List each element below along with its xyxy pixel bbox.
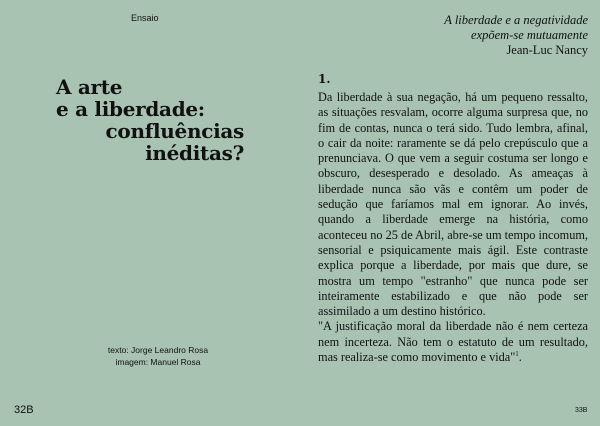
body-paragraph-2 xyxy=(318,319,588,365)
epigraph-line-2: expõem-se mutuamente xyxy=(471,28,588,42)
epigraph-author: Jean-Luc Nancy xyxy=(506,43,588,57)
article-title xyxy=(0,76,244,164)
epigraph-line-1: A liberdade e a negatividade xyxy=(444,13,588,27)
body-paragraph-1: Da liberdade à sua negação, há um pequeno ressalto, as situações resvalam, ocorre alguma surpresa que, no fim de contas, nunca o terá sido. Tudo lembra, afinal, o cair da noite: raramente se dá pelo crepúsculo que a prenunciava. O que vem a seguir costuma ser longo e obscuro, desesperado e desolado. As ameaças à liberdade nunca são vãs e contêm um poder de sedução que faríamos mal em ignorar. Ao invés, quando a liberdade emerge na história, como aconteceu no 25 de Abril, abre-se um tempo incomum, sensorial e psiquicamente mais ágil. Este contraste explica porque a liberdade, por mais que dure, se mostra um tempo "estranho" que nunca pode ser inteiramente estabilizado e que não pode ser assimilado a um destino histórico. xyxy=(318,90,588,319)
title-line-4: inéditas? xyxy=(145,141,244,165)
credits xyxy=(88,344,228,368)
closing-period: . xyxy=(518,350,522,365)
credit-text: texto: Jorge Leandro Rosa xyxy=(107,345,209,355)
footnote-mark: 1 xyxy=(515,349,519,358)
title-line-3: confluências xyxy=(105,119,244,143)
page-number-left: 32B xyxy=(14,404,34,416)
body-text xyxy=(318,90,588,365)
page-number-right: 33B xyxy=(575,407,588,414)
title-line-2: e a liberdade: xyxy=(56,97,205,121)
title-line-1: A arte xyxy=(56,75,123,99)
quote-text: "A justificação moral da liberdade não é nem certeza nem incerteza. Não tem o estatuto de um resultado, mas realiza-se como movimento e vida" xyxy=(318,319,588,365)
epigraph-header xyxy=(340,13,588,58)
credit-image: imagem: Manuel Rosa xyxy=(115,357,201,367)
section-number: 1. xyxy=(318,72,331,86)
section-label: Ensaio xyxy=(131,13,159,23)
